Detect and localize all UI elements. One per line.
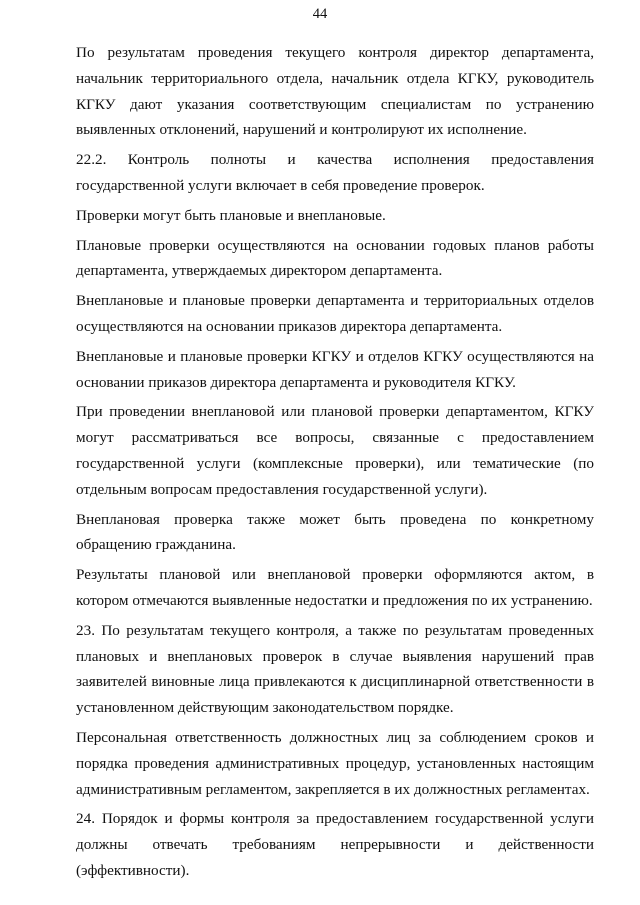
- paragraph: Внеплановая проверка также может быть проведена по конкретному обращению гражданина.: [76, 510, 594, 554]
- paragraph: Внеплановые и плановые проверки КГКУ и отделов КГКУ осуществляются на основании приказов директора департамента и руководителя КГКУ.: [76, 347, 594, 391]
- paragraph: 24. Порядок и формы контроля за предоставлением государственной услуги должны отвечать требованиям непрерывности и действенности (эффективности).: [76, 810, 594, 879]
- paragraph: По результатам проведения текущего контроля директор департамента, начальник территориального отдела, начальник отдела КГКУ, руководитель КГКУ дают указания соответствующим специалистам по устранению выявленных отклонений, нарушений и контролируют их исполнение.: [76, 44, 594, 139]
- document-body: [76, 40, 594, 888]
- paragraph: При проведении внеплановой или плановой проверки департаментом, КГКУ могут рассматриваться все вопросы, связанные с предоставлением государственной услуги (комплексные проверки), или тематические (по отдельным вопросам предоставления государственной услуги).: [76, 403, 594, 498]
- paragraph: Проверки могут быть плановые и внеплановые.: [76, 206, 386, 224]
- paragraph: Персональная ответственность должностных лиц за соблюдением сроков и порядка проведения административных процедур, установленных настоящим административным регламентом, закрепляется в их должностных регламентах.: [76, 728, 594, 798]
- paragraph: Внеплановые и плановые проверки департамента и территориальных отделов осуществляются на основании приказов директора департамента.: [76, 292, 594, 335]
- paragraph: 23. По результатам текущего контроля, а также по результатам проведенных плановых и внеплановых проверок в случае выявления нарушений прав заявителей виновные лица привлекаются к дисциплинарной ответственности в установленном действующим законодательством порядке.: [76, 621, 594, 717]
- page-number: 44: [312, 6, 328, 22]
- paragraph: Плановые проверки осуществляются на основании годовых планов работы департамента, утверждаемых директором департамента.: [76, 236, 594, 280]
- paragraph: Результаты плановой или внеплановой проверки оформляются актом, в котором отмечаются выявленные недостатки и предложения по их устранению.: [76, 566, 594, 609]
- paragraph: 22.2. Контроль полноты и качества исполнения предоставления государственной услуги включает в себя проведение проверок.: [76, 151, 594, 194]
